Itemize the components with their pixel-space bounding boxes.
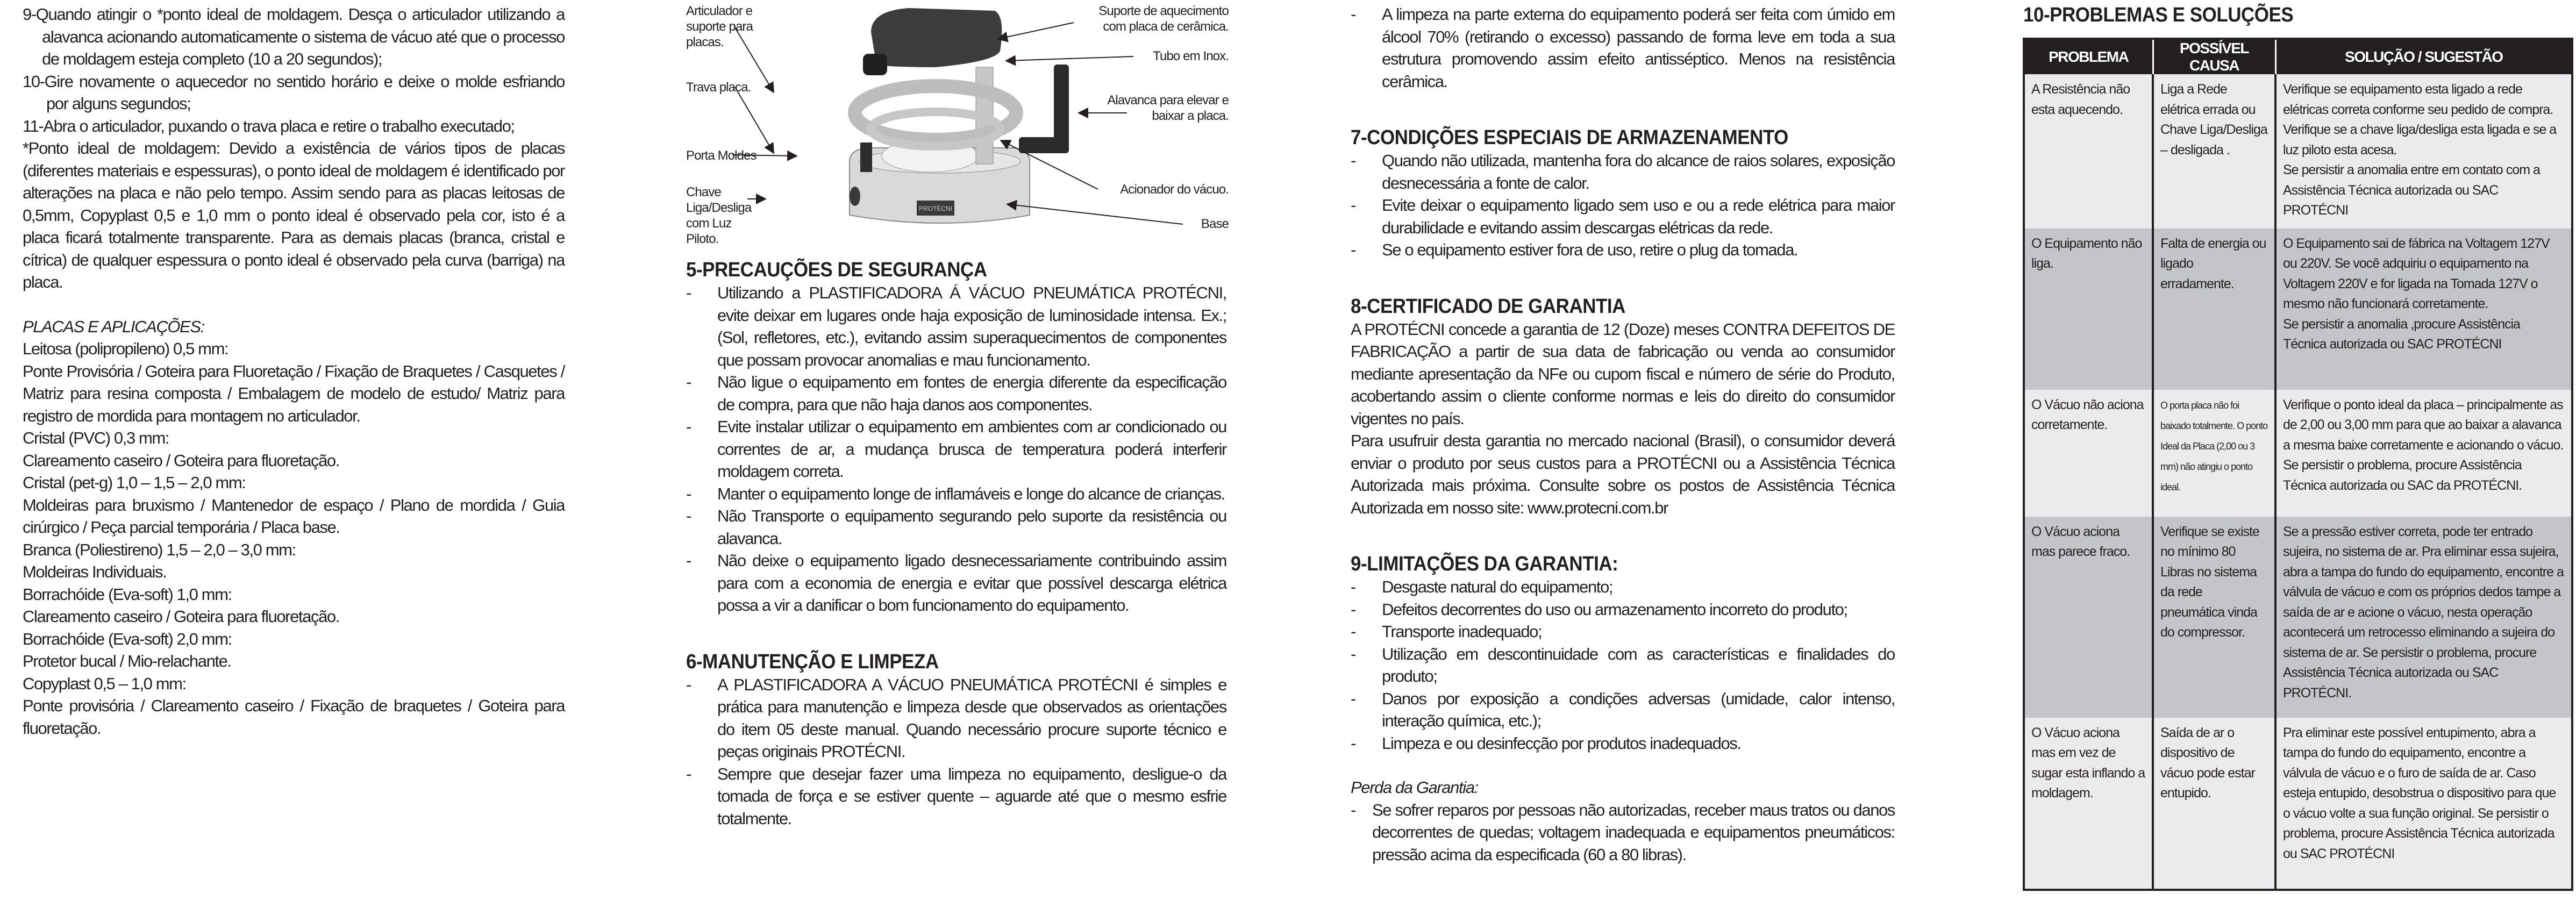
label-trava-placa: Trava placa. bbox=[686, 80, 751, 95]
step-text: Abra o articulador, puxando o trava placa e retire o trabalho executado; bbox=[43, 116, 515, 135]
list-item: - Desgaste natural do equipamento; bbox=[1351, 577, 1613, 596]
plate-name: Borrachóide (Eva-soft) 1,0 mm: bbox=[23, 584, 232, 604]
cell-solution: Verifique o ponto ideal da placa – principalmente as de 2,00 ou 3,00 mm para que ao baixar a alavanca a mesma baixe corretamente e acionando o vácuo. Se persistir o problema, procure Assistência Técnica autorizada ou SAC da PROTÉCNI. bbox=[2275, 390, 2572, 517]
plates-title: PLACAS E APLICAÇÕES: bbox=[23, 317, 204, 336]
list-item: - Limpeza e ou desinfecção por produtos inadequados. bbox=[1351, 733, 1741, 753]
plate-name: Leitosa (polipropileno) 0,5 mm: bbox=[23, 339, 229, 358]
cell-solution: Se a pressão estiver correta, pode ter entrado sujeira, no sistema de ar. Pra eliminar essa sujeira, abra a tampa do fundo do equipamento, encontre a válvula de vácuo e com os próprios dedos tampe a saída de ar e acione o vácuo, nesta operação acontecerá um retrocesso eliminando a sujeira do sistema de ar. Se persistir o problema, procure Assistência Técnica autorizada ou SAC PROTÉCNI. bbox=[2275, 517, 2572, 718]
label-tubo-inox: Tubo em Inox. bbox=[1153, 49, 1229, 63]
warranty-loss-title: Perda da Garantia: bbox=[1351, 778, 1478, 797]
plate-uses: Moldeiras Individuais. bbox=[23, 562, 167, 581]
plate-uses: Clareamento caseiro / Goteira para fluoretação. bbox=[23, 607, 339, 626]
plate-uses: Ponte provisória / Clareamento caseiro / Fixação de braquetes / Goteira para fluoretação. bbox=[23, 696, 565, 738]
step-number: 9- bbox=[23, 5, 36, 24]
warranty-paragraph: Para usufruir desta garantia no mercado nacional (Brasil), o consumidor deverá enviar o produto por seus custos para a PROTÉCNI ou a Assistência Técnica Autorizada mais próxima. Consulte sobre os postos de Assistência Técnica Autorizada em nosso site: www.protecni.com.br bbox=[1351, 431, 1895, 517]
troubleshooting-table bbox=[2023, 38, 2573, 891]
step-text: Quando atingir o *ponto ideal de moldagem. Desça o articulador utilizando a alavanca acionando automaticamente o sistema de vácuo até que o processo de moldagem esteja completo (10 a 20 segundos); bbox=[35, 5, 565, 68]
step-9 bbox=[23, 3, 565, 70]
list-item: - Não deixe o equipamento ligado desnecessariamente contribuindo assim para com a economia de energia e evitar que possível descarga elétrica possa a vir a danificar o bom funcionamento do equipamento. bbox=[686, 551, 1226, 615]
list-item: - Danos por exposição a condições adversas (umidade, calor intenso, interação química, etc.); bbox=[1351, 689, 1895, 730]
label-base: Base bbox=[1201, 217, 1229, 231]
table-row bbox=[2024, 228, 2572, 390]
list-item: - Evite instalar utilizar o equipamento em ambientes com ar condicionado ou correntes de ar, a mudança brusca de temperatura poderá interferir moldagem correta. bbox=[686, 417, 1226, 481]
cell-cause: Saída de ar o dispositivo de vácuo pode estar entupido. bbox=[2153, 718, 2275, 890]
list-item: - Utilizando a PLASTIFICADORA Á VÁCUO PNEUMÁTICA PROTÉCNI, evite deixar em lugares onde haja exposição de luminosidade intensa. Ex.; (Sol, refletores, etc.), evitando assim superaquecimentos de componentes que possam provocar anomalias e mau funcionamento. bbox=[686, 283, 1226, 369]
svg-text:PROTÉCNI: PROTÉCNI bbox=[918, 205, 953, 212]
cell-problem: O Vácuo aciona mas parece fraco. bbox=[2024, 517, 2153, 718]
table-row bbox=[2024, 74, 2572, 228]
table-row bbox=[2024, 718, 2572, 890]
cell-problem: A Resistência não esta aquecendo. bbox=[2024, 74, 2153, 228]
step-10 bbox=[23, 70, 565, 115]
step-number: 11- bbox=[23, 116, 44, 135]
step-11 bbox=[23, 115, 565, 138]
plate-name: Cristal (pet-g) 1,0 – 1,5 – 2,0 mm: bbox=[23, 473, 246, 492]
list-item: - Não Transporte o equipamento segurando pelo suporte da resistência ou alavanca. bbox=[686, 506, 1226, 548]
plate-name: Cristal (PVC) 0,3 mm: bbox=[23, 429, 169, 447]
section-8-title: 8-CERTIFICADO DE GARANTIA bbox=[1351, 295, 1625, 318]
list-item: - Utilização em descontinuidade com as características e finalidades do produto; bbox=[1351, 644, 1895, 685]
list-item: - A limpeza na parte externa do equipamento poderá ser feita com úmido em álcool 70% (retirando o excesso) passando de forma leve em toda a sua estrutura promovendo assim efeito antisséptico. Menos na resistência cerâmica. bbox=[1351, 5, 1895, 91]
label-chave-liga-desliga: Chave Liga/Desliga com Luz Piloto. bbox=[686, 185, 752, 246]
label-acionador-vacuo: Acionador do vácuo. bbox=[1120, 182, 1229, 197]
list-item: - Transporte inadequado; bbox=[1351, 622, 1542, 641]
equipment-diagram bbox=[683, 0, 1247, 246]
cell-cause: Falta de energia ou ligado erradamente. bbox=[2153, 228, 2275, 390]
label-articulador: Articulador e suporte para placas. bbox=[686, 4, 753, 49]
warranty-paragraph: A PROTÉCNI concede a garantia de 12 (Doze) meses CONTRA DEFEITOS DE FABRICAÇÃO a partir de sua data de fabricação ou venda ao consumidor mediante apresentação da NFe ou cupom fiscal e número de série do Produto, acobertando assim o cliente conforme normas e leis do direito do consumidor vigentes no país. bbox=[1351, 319, 1895, 428]
plate-uses: Moldeiras para bruxismo / Mantenedor de espaço / Plano de mordida / Guia cirúrgico / Peça parcial temporária / Placa base. bbox=[23, 495, 565, 537]
list-item: - Sempre que desejar fazer uma limpeza no equipamento, desligue-o da tomada de força e se estiver quente – aguarde até que o mesmo esfrie totalmente. bbox=[686, 764, 1226, 828]
list-item: - Manter o equipamento longe de inflamáveis e longe do alcance de crianças. bbox=[686, 484, 1225, 503]
cell-solution: Verifique se equipamento esta ligado a rede elétricas correta conforme seu pedido de compra. Verifique se a chave liga/desliga esta ligada e se a luz piloto esta acesa. Se persistir a anomalia entre em contato com a Assistência Técnica autorizada ou SAC PROTÉCNI bbox=[2275, 74, 2572, 228]
section-6-title: 6-MANUTENÇÃO E LIMPEZA bbox=[686, 650, 939, 673]
list-item: - Se o equipamento estiver fora de uso, retire o plug da tomada. bbox=[1351, 240, 1798, 259]
cell-cause: Verifique se existe no mínimo 80 Libras no sistema da rede pneumática vinda do compressor. bbox=[2153, 517, 2275, 718]
section-10-title: 10-PROBLEMAS E SOLUÇÕES bbox=[2023, 4, 2294, 26]
troubleshooting-table-wrapper bbox=[2023, 38, 2571, 891]
label-suporte-aquecimento: Suporte de aquecimento com placa de cerâmica. bbox=[1098, 4, 1229, 34]
cell-problem: O Vácuo não aciona corretamente. bbox=[2024, 390, 2153, 517]
cell-solution: O Equipamento sai de fábrica na Voltagem 127V ou 220V. Se você adquiriu o equipamento na Voltagem 220V e for ligada na Tomada 127V o mesmo não funcionará corretamente. Se persistir a anomalia ,procure Assistência Técnica autorizada ou SAC PROTÉCNI bbox=[2275, 228, 2572, 390]
column-safety-maintenance bbox=[686, 258, 1226, 830]
list-item: - Quando não utilizada, mantenha fora do alcance de raios solares, exposição desnecessária a fonte de calor. bbox=[1351, 151, 1895, 192]
section-7-title: 7-CONDIÇÕES ESPECIAIS DE ARMAZENAMENTO bbox=[1351, 126, 1788, 149]
list-item: - Se sofrer reparos por pessoas não autorizadas, receber maus tratos ou danos decorrentes de quedas; voltagem inadequada e equipamentos pneumáticos: pressão acima da especificada (60 a 80 libras). bbox=[1351, 800, 1895, 864]
cell-problem: O Vácuo aciona mas em vez de sugar esta inflando a moldagem. bbox=[2024, 718, 2153, 890]
column-instructions bbox=[23, 3, 565, 739]
table-row bbox=[2024, 390, 2572, 517]
column-storage-warranty bbox=[1351, 3, 1895, 866]
section-5-title: 5-PRECAUÇÕES DE SEGURANÇA bbox=[686, 259, 987, 281]
header-cause: POSSÍVEL CAUSA bbox=[2153, 39, 2275, 74]
plate-name: Copyplast 0,5 – 1,0 mm: bbox=[23, 674, 186, 693]
plate-uses: Clareamento caseiro / Goteira para fluoretação. bbox=[23, 451, 339, 470]
list-item: - Não ligue o equipamento em fontes de energia diferente da especificação de compra, para que não haja danos aos componentes. bbox=[686, 373, 1226, 414]
label-alavanca: Alavanca para elevar e baixar a placa. bbox=[1107, 93, 1229, 123]
cell-solution: Pra eliminar este possível entupimento, abra a tampa do fundo do equipamento, encontre a válvula de vácuo e o furo de saída de ar. Caso esteja entupido, desobstrua o dispositivo para que o vácuo volte a sua função original. Se persistir o problema, procure Assistência Técnica autorizada ou SAC PROTÉCNI bbox=[2275, 718, 2572, 890]
table-row bbox=[2024, 517, 2572, 718]
plate-uses: Protetor bucal / Mio-relachante. bbox=[23, 652, 231, 670]
list-item: - Defeitos decorrentes do uso ou armazenamento incorreto do produto; bbox=[1351, 599, 1847, 619]
plate-uses: Ponte Provisória / Goteira para Fluoretação / Fixação de Braquetes / Casquetes / Matriz para resina composta / Embalagem de modelo de estudo/ Matriz para registro de mordida para montagem no articulador. bbox=[23, 361, 565, 425]
section-9-title: 9-LIMITAÇÕES DA GARANTIA: bbox=[1351, 553, 1618, 575]
table-header-row bbox=[2024, 39, 2572, 74]
list-item: - A PLASTIFICADORA A VÁCUO PNEUMÁTICA PROTÉCNI é simples e prática para manutenção e limpeza desde que observados as orientações do item 05 deste manual. Quando necessário procure suporte técnico e peças originais PROTÉCNI. bbox=[686, 675, 1226, 761]
header-solution: SOLUÇÃO / SUGESTÃO bbox=[2275, 39, 2572, 74]
label-porta-moldes: Porta Moldes bbox=[686, 148, 757, 163]
molding-note: *Ponto ideal de moldagem: Devido a existência de vários tipos de placas (diferentes materiais e espessuras), o ponto ideal de moldagem é identificado por alterações na placa e não pelo tempo. Assim sendo para as placas leitosas de 0,5mm, Copyplast 0,5 e 1,0 mm o ponto ideal é observado pela cor, isto é a placa ficará totalmente transparente. Para as demais placas (branca, cristal e cítrica) de qualquer espessura o ponto ideal é observado pela curva (barriga) na placa. bbox=[23, 139, 565, 291]
plate-name: Branca (Poliestireno) 1,5 – 2,0 – 3,0 mm: bbox=[23, 540, 296, 559]
cell-cause: O porta placa não foi baixado totalmente. O ponto Ideal da Placa (2,00 ou 3 mm) não atingiu o ponto ideal. bbox=[2153, 390, 2275, 517]
header-problem: PROBLEMA bbox=[2024, 39, 2153, 74]
list-item: - Evite deixar o equipamento ligado sem uso e ou a rede elétrica para maior durabilidade e evitando assim descargas elétricas da rede. bbox=[1351, 196, 1895, 237]
step-number: 10- bbox=[23, 72, 45, 91]
cell-cause: Liga a Rede elétrica errada ou Chave Liga/Desliga – desligada . bbox=[2153, 74, 2275, 228]
plate-name: Borrachóide (Eva-soft) 2,0 mm: bbox=[23, 629, 232, 648]
cell-problem: O Equipamento não liga. bbox=[2024, 228, 2153, 390]
step-text: Gire novamente o aquecedor no sentido horário e deixe o molde esfriando por alguns segundos; bbox=[44, 72, 565, 113]
